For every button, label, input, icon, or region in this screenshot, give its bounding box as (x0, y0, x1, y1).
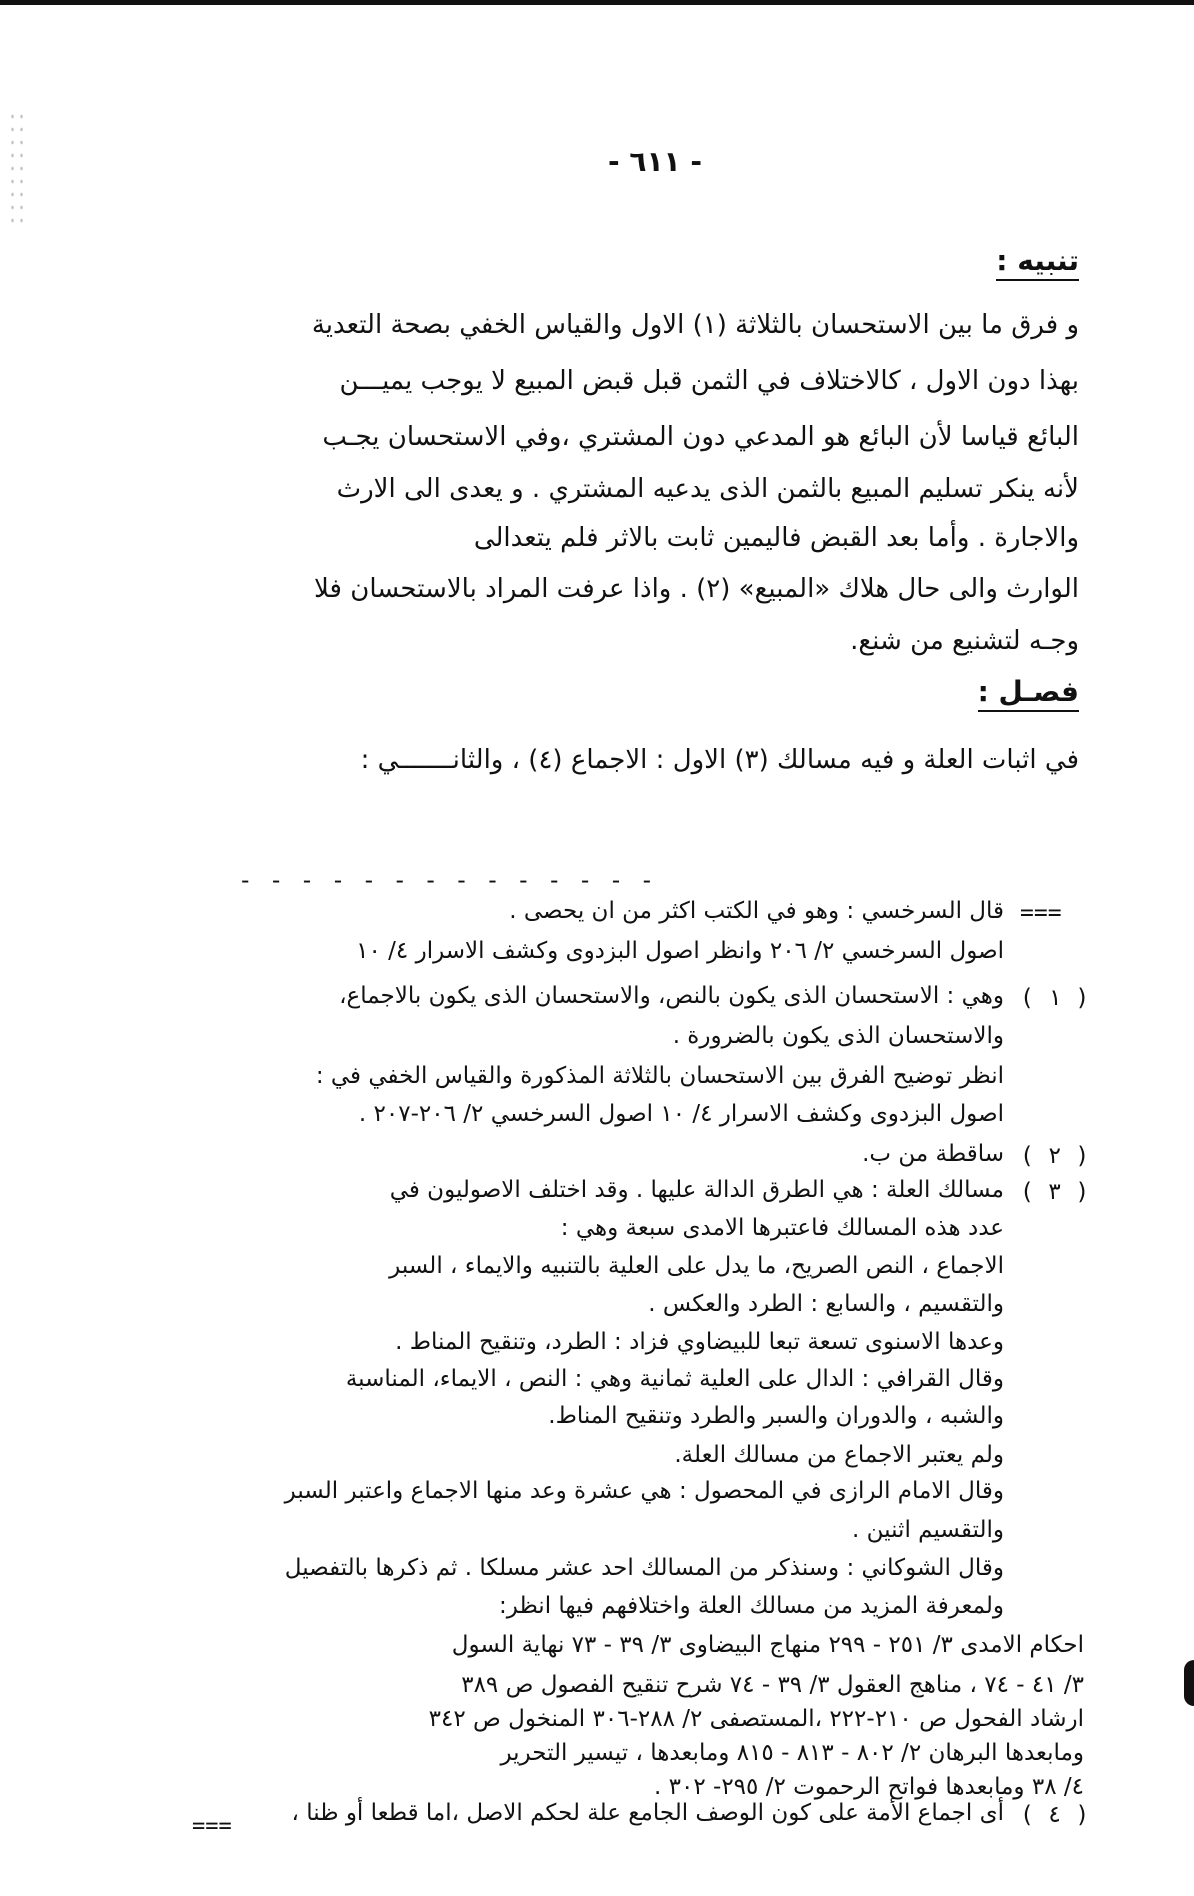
footnote-marker: ( ٣ ) (1020, 1179, 1090, 1205)
fasl-line: في اثبات العلة و فيه مسالك (٣) الاول : الاجماع (٤) ، والثانـــــــي : (360, 745, 1079, 775)
footnote-line: وقال القرافي : الدال على العلية ثمانية وهي : النص ، الايماء، المناسبة (345, 1366, 1004, 1392)
footnote-marker: ( ٢ ) (1020, 1143, 1090, 1169)
footnote-line: ٣/ ٤١ - ٧٤ ، مناهج العقول ٣/ ٣٩ - ٧٤ شرح تنقيح الفصول ص ٣٨٩ (461, 1672, 1084, 1698)
footnote-line: ومابعدها البرهان ٢/ ٨٠٢ - ٨١٣ - ٨١٥ ومابعدها ، تيسير التحرير (500, 1740, 1084, 1766)
footnote-line: أى اجماع الأمة على كون الوصف الجامع علة لحكم الاصل ،اما قطعا أو ظنا ، (291, 1800, 1004, 1826)
fasl-heading (978, 675, 1079, 708)
scan-edge-blot (1184, 1660, 1194, 1706)
body-line-2: بهذا دون الاول ، كالاختلاف في الثمن قبل قبض المبيع لا يوجب يميـــن (339, 366, 1079, 396)
footnote-line: وهي : الاستحسان الذى يكون بالنص، والاستحسان الذى يكون بالاجماع، (339, 983, 1004, 1009)
body-line-1: و فرق ما بين الاستحسان بالثلاثة (١) الاول والقياس الخفي بصحة التعدية (311, 310, 1079, 340)
footnote-line: والاستحسان الذى يكون بالضرورة . (672, 1023, 1004, 1049)
footnote-line: ٤/ ٣٨ ومابعدها فواتح الرحموت ٢/ ٢٩٥- ٣٠٢ . (654, 1774, 1084, 1800)
footnote-line: وقال الشوكاني : وسنذكر من المسالك احد عشر مسلكا . ثم ذكرها بالتفصيل (284, 1555, 1004, 1581)
footnote-line: وقال الامام الرازى في المحصول : هي عشرة وعد منها الاجماع واعتبر السبر (284, 1478, 1004, 1504)
footnote-line: الاجماع ، النص الصريح، ما يدل على العلية بالتنبيه والايماء ، السبر (389, 1253, 1004, 1279)
footnote-line: ساقطة من ب. (862, 1141, 1004, 1167)
body-line-3: البائع قياسا لأن البائع هو المدعي دون المشتري ،وفي الاستحسان يجـب (322, 422, 1079, 452)
footnote-line: والتقسيم اثنين . (852, 1517, 1004, 1543)
footnote-marker: ( ٤ ) (1020, 1802, 1090, 1828)
footnote-separator: - - - - - - - - - - - - - - (238, 866, 656, 894)
scan-edge-speckle (8, 110, 28, 230)
footnote-marker: === (1020, 900, 1062, 926)
body-line-6: الوارث والى حال هلاك «المبيع» (٢) . واذا عرفت المراد بالاستحسان فلا (314, 574, 1079, 604)
footnote-marker: ( ١ ) (1020, 985, 1090, 1011)
footnote-line: عدد هذه المسالك فاعتبرها الامدى سبعة وهي : (560, 1215, 1004, 1241)
body-line-4: لأنه ينكر تسليم المبيع بالثمن الذى يدعيه المشتري . و يعدى الى الارث (336, 474, 1079, 504)
end-mark: === (192, 1814, 232, 1839)
footnote-line: اصول السرخسي ٢/ ٢٠٦ وانظر اصول البزدوى وكشف الاسرار ٤/ ١٠ (356, 938, 1004, 964)
body-line-5: والاجارة . وأما بعد القبض فاليمين ثابت بالاثر فلم يتعدالى (473, 523, 1079, 553)
footnote-line: قال السرخسي : وهو في الكتب اكثر من ان يحصى . (509, 898, 1004, 924)
footnote-line: اصول البزدوى وكشف الاسرار ٤/ ١٠ اصول السرخسي ٢/ ٢٠٦-٢٠٧ . (358, 1101, 1004, 1127)
footnote-line: والتقسيم ، والسابع : الطرد والعكس . (648, 1291, 1004, 1317)
footnote-line: ولمعرفة المزيد من مسالك العلة واختلافهم فيها انظر: (499, 1593, 1004, 1619)
footnote-line: احكام الامدى ٣/ ٢٥١ - ٢٩٩ منهاج البيضاوى ٣/ ٣٩ - ٧٣ نهاية السول (451, 1632, 1084, 1658)
top-border-line (0, 0, 1194, 5)
tanbih-heading (996, 244, 1079, 277)
footnote-line: ولم يعتبر الاجماع من مسالك العلة. (674, 1442, 1004, 1468)
fasl-heading-text: فصـل : (978, 675, 1079, 712)
footnote-line: والشبه ، والدوران والسبر والطرد وتنقيح المناط. (548, 1403, 1004, 1429)
footnote-line: مسالك العلة : هي الطرق الدالة عليها . وقد اختلف الاصوليون في (389, 1177, 1004, 1203)
page-number: - ٦١١ - (607, 145, 703, 178)
footnote-line: ارشاد الفحول ص ٢١٠-٢٢٢ ،المستصفى ٢/ ٢٨٨-٣٠٦ المنخول ص ٣٤٢ (428, 1706, 1084, 1732)
tanbih-heading-text: تنبيه : (996, 244, 1079, 281)
footnote-line: انظر توضيح الفرق بين الاستحسان بالثلاثة المذكورة والقياس الخفي في : (315, 1063, 1004, 1089)
footnote-line: وعدها الاسنوى تسعة تبعا للبيضاوي فزاد : الطرد، وتنقيح المناط . (395, 1329, 1004, 1355)
body-line-7: وجـه لتشنيع من شنع. (850, 626, 1079, 656)
